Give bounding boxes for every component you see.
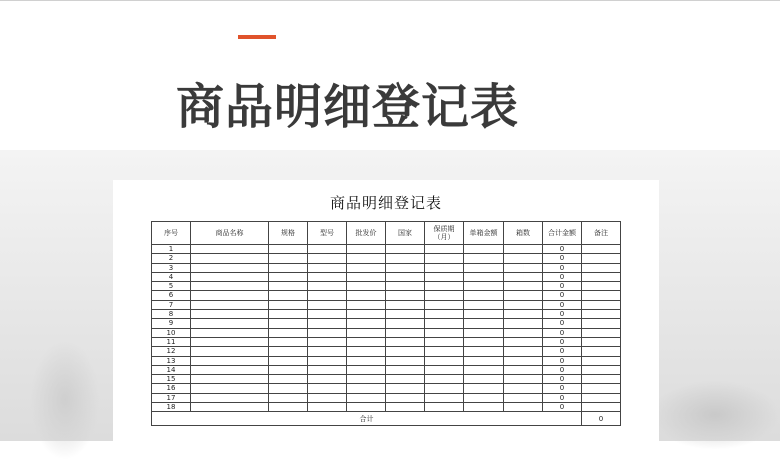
- table-cell: [347, 328, 386, 337]
- row-total: 0: [543, 347, 582, 356]
- row-number: 8: [152, 310, 191, 319]
- table-cell: [504, 403, 543, 412]
- table-cell: [425, 310, 464, 319]
- table-cell: [386, 403, 425, 412]
- table-body: [152, 245, 621, 412]
- table-cell: [269, 272, 308, 281]
- table-cell: [582, 384, 621, 393]
- table-cell: [504, 328, 543, 337]
- row-number: 16: [152, 384, 191, 393]
- table-cell: [582, 310, 621, 319]
- table-cell: [464, 328, 504, 337]
- row-total: 0: [543, 291, 582, 300]
- table-row: [152, 263, 621, 272]
- table-cell: [191, 356, 269, 365]
- row-number: 2: [152, 254, 191, 263]
- table-cell: [504, 393, 543, 402]
- table-cell: [308, 393, 347, 402]
- table-cell: [191, 282, 269, 291]
- table-cell: [464, 384, 504, 393]
- table-cell: [504, 272, 543, 281]
- table-cell: [504, 310, 543, 319]
- table-cell: [425, 300, 464, 309]
- table-cell: [464, 263, 504, 272]
- table-cell: [308, 282, 347, 291]
- table-cell: [308, 347, 347, 356]
- table-cell: [386, 245, 425, 254]
- table-cell: [269, 263, 308, 272]
- table-cell: [347, 282, 386, 291]
- row-number: 1: [152, 245, 191, 254]
- table-cell: [504, 254, 543, 263]
- table-row: [152, 384, 621, 393]
- column-header: 备注: [582, 222, 621, 245]
- table-cell: [269, 310, 308, 319]
- table-cell: [386, 291, 425, 300]
- table-footer-row: [152, 412, 621, 426]
- table-cell: [308, 384, 347, 393]
- table-cell: [191, 254, 269, 263]
- table-cell: [308, 337, 347, 346]
- table-cell: [308, 254, 347, 263]
- table-cell: [347, 403, 386, 412]
- table-cell: [191, 384, 269, 393]
- table-cell: [386, 375, 425, 384]
- table-row: [152, 282, 621, 291]
- table-cell: [308, 375, 347, 384]
- table-cell: [464, 356, 504, 365]
- table-cell: [191, 393, 269, 402]
- row-total: 0: [543, 403, 582, 412]
- table-cell: [425, 254, 464, 263]
- table-cell: [269, 245, 308, 254]
- table-cell: [191, 375, 269, 384]
- table-cell: [464, 291, 504, 300]
- column-header: 批发价: [347, 222, 386, 245]
- table-cell: [347, 384, 386, 393]
- row-number: 5: [152, 282, 191, 291]
- column-header: 合计金额: [543, 222, 582, 245]
- table-cell: [191, 245, 269, 254]
- accent-bar: [238, 35, 276, 39]
- table-cell: [347, 272, 386, 281]
- table-cell: [425, 291, 464, 300]
- table-cell: [582, 328, 621, 337]
- table-cell: [347, 365, 386, 374]
- table-cell: [269, 347, 308, 356]
- table-cell: [425, 263, 464, 272]
- row-number: 18: [152, 403, 191, 412]
- table-cell: [386, 356, 425, 365]
- total-value: 0: [582, 412, 621, 426]
- table-cell: [504, 300, 543, 309]
- table-row: [152, 328, 621, 337]
- table-cell: [269, 291, 308, 300]
- table-cell: [464, 254, 504, 263]
- table-cell: [425, 319, 464, 328]
- row-number: 4: [152, 272, 191, 281]
- table-cell: [308, 263, 347, 272]
- table-cell: [308, 245, 347, 254]
- column-header: 型号: [308, 222, 347, 245]
- table-cell: [582, 337, 621, 346]
- table-cell: [425, 356, 464, 365]
- table-cell: [191, 319, 269, 328]
- table-cell: [386, 272, 425, 281]
- row-number: 9: [152, 319, 191, 328]
- table-cell: [347, 263, 386, 272]
- table-row: [152, 245, 621, 254]
- table-cell: [269, 403, 308, 412]
- table-cell: [347, 356, 386, 365]
- table-cell: [504, 375, 543, 384]
- table-cell: [504, 356, 543, 365]
- table-cell: [504, 291, 543, 300]
- table-cell: [464, 347, 504, 356]
- table-cell: [386, 319, 425, 328]
- table-cell: [347, 254, 386, 263]
- background-smudge: [650, 380, 780, 450]
- table-cell: [191, 365, 269, 374]
- table-cell: [582, 254, 621, 263]
- row-number: 14: [152, 365, 191, 374]
- register-table: [151, 221, 621, 426]
- table-cell: [308, 310, 347, 319]
- total-label: 合计: [152, 412, 582, 426]
- table-cell: [269, 254, 308, 263]
- top-border: [0, 0, 780, 1]
- table-cell: [191, 310, 269, 319]
- table-cell: [425, 384, 464, 393]
- table-cell: [504, 337, 543, 346]
- table-cell: [308, 356, 347, 365]
- table-cell: [582, 347, 621, 356]
- row-number: 10: [152, 328, 191, 337]
- row-total: 0: [543, 310, 582, 319]
- row-total: 0: [543, 263, 582, 272]
- table-cell: [269, 300, 308, 309]
- column-header: 规格: [269, 222, 308, 245]
- table-cell: [308, 365, 347, 374]
- table-row: [152, 393, 621, 402]
- table-cell: [425, 375, 464, 384]
- table-row: [152, 356, 621, 365]
- table-cell: [464, 282, 504, 291]
- row-number: 15: [152, 375, 191, 384]
- table-cell: [386, 347, 425, 356]
- table-row: [152, 375, 621, 384]
- table-cell: [269, 365, 308, 374]
- table-cell: [308, 291, 347, 300]
- table-cell: [269, 328, 308, 337]
- table-cell: [269, 337, 308, 346]
- table-cell: [269, 282, 308, 291]
- row-total: 0: [543, 300, 582, 309]
- table-cell: [425, 337, 464, 346]
- row-total: 0: [543, 356, 582, 365]
- table-row: [152, 337, 621, 346]
- table-cell: [425, 347, 464, 356]
- column-header: 国家: [386, 222, 425, 245]
- column-header: 序号: [152, 222, 191, 245]
- row-total: 0: [543, 393, 582, 402]
- row-number: 6: [152, 291, 191, 300]
- table-row: [152, 365, 621, 374]
- column-header: 箱数: [504, 222, 543, 245]
- table-cell: [386, 282, 425, 291]
- table-cell: [464, 300, 504, 309]
- table-row: [152, 403, 621, 412]
- table-cell: [582, 319, 621, 328]
- table-cell: [308, 300, 347, 309]
- table-row: [152, 291, 621, 300]
- table-cell: [464, 337, 504, 346]
- table-cell: [425, 403, 464, 412]
- table-row: [152, 347, 621, 356]
- table-cell: [504, 319, 543, 328]
- table-cell: [582, 245, 621, 254]
- table-cell: [308, 328, 347, 337]
- page-title: 商品明细登记表: [176, 79, 520, 135]
- table-cell: [269, 319, 308, 328]
- background-smudge: [30, 340, 100, 460]
- row-number: 7: [152, 300, 191, 309]
- table-cell: [308, 319, 347, 328]
- table-cell: [347, 319, 386, 328]
- table-cell: [582, 403, 621, 412]
- table-cell: [191, 300, 269, 309]
- row-number: 13: [152, 356, 191, 365]
- table-row: [152, 319, 621, 328]
- row-total: 0: [543, 254, 582, 263]
- table-cell: [582, 282, 621, 291]
- table-cell: [464, 272, 504, 281]
- table-cell: [464, 375, 504, 384]
- table-cell: [386, 365, 425, 374]
- row-total: 0: [543, 375, 582, 384]
- table-cell: [347, 393, 386, 402]
- table-cell: [582, 300, 621, 309]
- table-cell: [582, 356, 621, 365]
- table-cell: [464, 365, 504, 374]
- row-number: 17: [152, 393, 191, 402]
- table-cell: [582, 291, 621, 300]
- table-cell: [425, 365, 464, 374]
- table-cell: [269, 356, 308, 365]
- table-cell: [347, 337, 386, 346]
- row-number: 3: [152, 263, 191, 272]
- table-row: [152, 272, 621, 281]
- table-cell: [269, 375, 308, 384]
- table-cell: [191, 328, 269, 337]
- table-cell: [347, 300, 386, 309]
- table-cell: [386, 310, 425, 319]
- row-total: 0: [543, 319, 582, 328]
- column-header: 单箱金额: [464, 222, 504, 245]
- table-cell: [425, 328, 464, 337]
- table-cell: [582, 365, 621, 374]
- table-header-row: [152, 222, 621, 245]
- table-cell: [504, 384, 543, 393]
- row-total: 0: [543, 365, 582, 374]
- document-title: 商品明细登记表: [329, 194, 442, 212]
- table-cell: [386, 263, 425, 272]
- table-cell: [308, 272, 347, 281]
- row-number: 11: [152, 337, 191, 346]
- table-cell: [582, 272, 621, 281]
- row-total: 0: [543, 272, 582, 281]
- table-cell: [386, 300, 425, 309]
- row-total: 0: [543, 337, 582, 346]
- table-cell: [191, 403, 269, 412]
- table-cell: [308, 403, 347, 412]
- table-cell: [347, 245, 386, 254]
- table-cell: [504, 282, 543, 291]
- table-cell: [504, 365, 543, 374]
- table-cell: [191, 337, 269, 346]
- table-cell: [191, 291, 269, 300]
- row-total: 0: [543, 384, 582, 393]
- column-header: 保质期（月）: [425, 222, 464, 245]
- table-cell: [464, 403, 504, 412]
- row-total: 0: [543, 328, 582, 337]
- table-row: [152, 254, 621, 263]
- table-cell: [504, 263, 543, 272]
- table-row: [152, 300, 621, 309]
- table-cell: [347, 310, 386, 319]
- table-cell: [582, 263, 621, 272]
- table-cell: [347, 291, 386, 300]
- table-cell: [464, 393, 504, 402]
- table-cell: [269, 384, 308, 393]
- table-cell: [191, 263, 269, 272]
- row-total: 0: [543, 282, 582, 291]
- table-row: [152, 310, 621, 319]
- row-number: 12: [152, 347, 191, 356]
- row-total: 0: [543, 245, 582, 254]
- table-cell: [269, 393, 308, 402]
- document-preview: [113, 180, 659, 441]
- table-cell: [425, 245, 464, 254]
- table-cell: [347, 347, 386, 356]
- table-cell: [425, 282, 464, 291]
- table-cell: [582, 375, 621, 384]
- table-cell: [582, 393, 621, 402]
- table-cell: [191, 347, 269, 356]
- table-cell: [464, 245, 504, 254]
- table-cell: [347, 375, 386, 384]
- table-cell: [386, 393, 425, 402]
- table-cell: [464, 319, 504, 328]
- table-cell: [386, 384, 425, 393]
- table-cell: [425, 272, 464, 281]
- table-cell: [386, 328, 425, 337]
- table-cell: [504, 245, 543, 254]
- table-cell: [425, 393, 464, 402]
- table-cell: [191, 272, 269, 281]
- column-header: 商品名称: [191, 222, 269, 245]
- table-cell: [386, 254, 425, 263]
- table-cell: [504, 347, 543, 356]
- table-cell: [464, 310, 504, 319]
- table-cell: [386, 337, 425, 346]
